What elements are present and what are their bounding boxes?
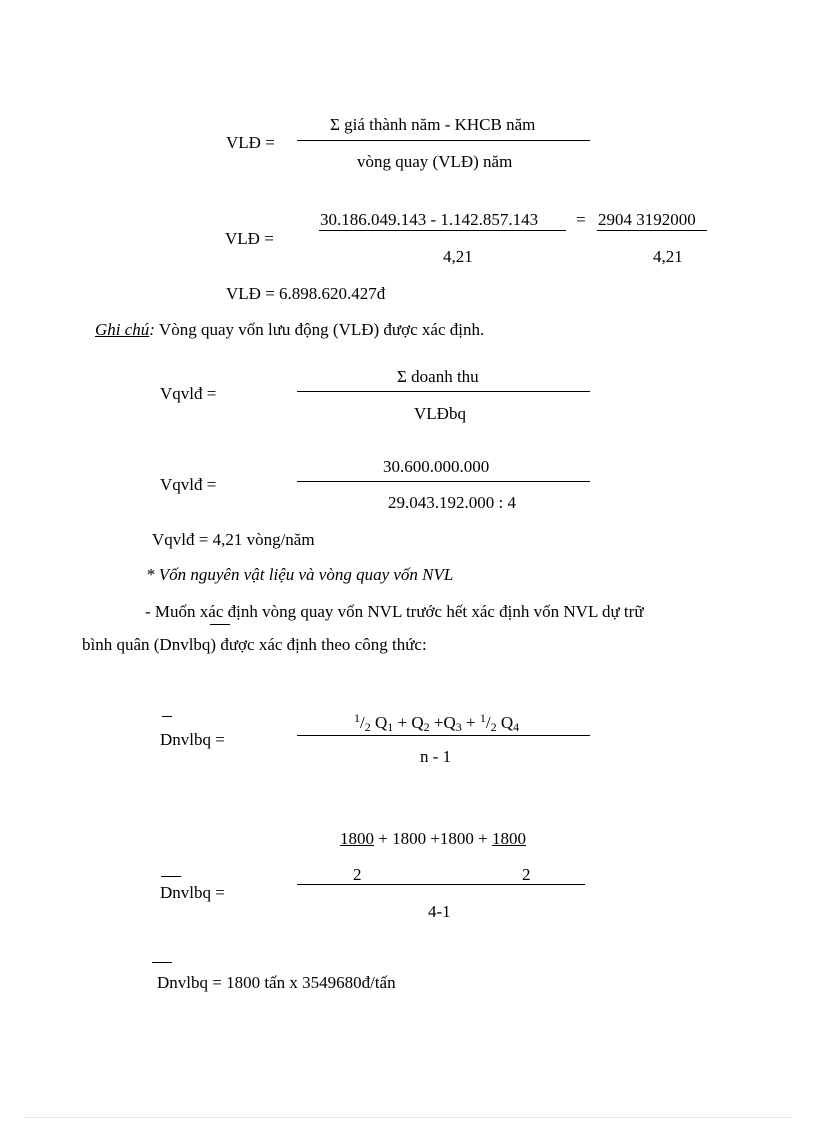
f2-underline-1	[319, 230, 566, 231]
f1-numerator: Σ giá thành năm - KHCB năm	[330, 115, 536, 134]
f6-bar-symbol	[161, 876, 181, 877]
f3-fraction-bar	[297, 391, 590, 392]
f5-lhs: Dnvlbq =	[160, 730, 225, 749]
f5-denominator: n - 1	[420, 747, 452, 766]
f6-fraction-bar	[297, 884, 585, 885]
f2-denominator-2: 4,21	[653, 247, 683, 266]
f5-bar-symbol	[162, 716, 172, 717]
f4-numerator: 30.600.000.000	[383, 457, 490, 476]
f1-lhs: VLĐ =	[226, 133, 275, 152]
note-line	[95, 321, 484, 338]
note-label: Ghi chú	[95, 320, 150, 339]
f5-fraction-bar	[297, 735, 590, 736]
f4-lhs: Vqvlđ =	[160, 475, 217, 494]
f3-denominator: VLĐbq	[414, 404, 466, 423]
page-footer-rule	[25, 1117, 791, 1118]
f2-lhs: VLĐ =	[225, 229, 274, 248]
para-line-2: bình quân (Dnvlbq) được xác định theo công thức:	[82, 635, 427, 654]
f2-numerator-2: 2904 3192000	[598, 210, 696, 229]
f6-numerator: 1800 + 1800 +1800 + 1800	[340, 829, 527, 848]
result-vqvld: Vqvlđ = 4,21 vòng/năm	[152, 530, 315, 549]
f2-equals: =	[576, 210, 586, 229]
f6-two-left: 2	[353, 865, 362, 884]
f2-denominator-1: 4,21	[443, 247, 473, 266]
result3-bar-symbol	[152, 962, 172, 963]
f3-numerator: Σ doanh thu	[397, 367, 479, 386]
f6-two-right: 2	[522, 865, 531, 884]
para-overline	[210, 624, 230, 625]
f4-denominator: 29.043.192.000 : 4	[388, 493, 516, 512]
f6-lhs: Dnvlbq =	[160, 883, 225, 902]
note-text: Vòng quay vốn lưu động (VLĐ) được xác định.	[154, 320, 485, 339]
f3-lhs: Vqvlđ =	[160, 384, 217, 403]
result-dnvlbq: Dnvlbq = 1800 tấn x 3549680đ/tấn	[157, 973, 396, 992]
f1-fraction-bar	[297, 140, 590, 141]
section-heading: * Vốn nguyên vật liệu và vòng quay vốn NVL	[146, 565, 454, 584]
para-line-1: - Muốn xác định vòng quay vốn NVL trước hết xác định vốn NVL dự trữ	[145, 602, 644, 621]
f5-numerator: $^1/_2$ $Q_1 + Q_2 +Q_3 + ^1/_2$ $Q_4$	[354, 711, 520, 734]
result-vld: VLĐ = 6.898.620.427đ	[226, 284, 386, 303]
note-colon: :	[149, 320, 155, 339]
f2-underline-2	[597, 230, 707, 231]
f2-numerator-1: 30.186.049.143 - 1.142.857.143	[320, 210, 539, 229]
f4-fraction-bar	[297, 481, 590, 482]
f6-denominator: 4-1	[428, 902, 451, 921]
f1-denominator: vòng quay (VLĐ) năm	[357, 152, 513, 171]
